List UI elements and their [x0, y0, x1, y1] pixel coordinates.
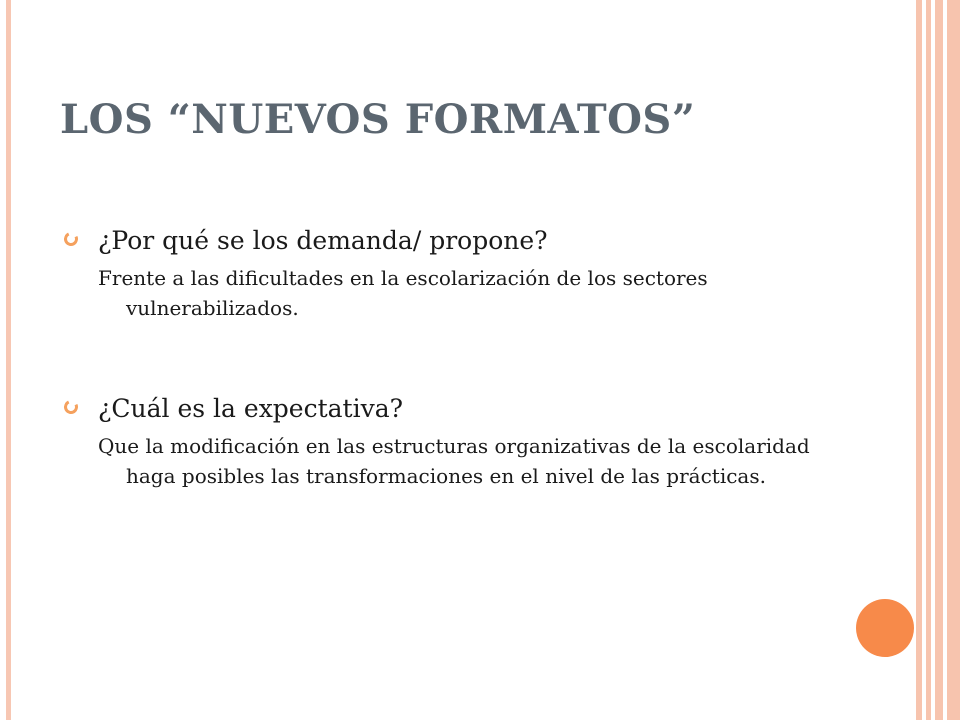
bullet-heading-row [64, 225, 824, 257]
right-stripe-decoration [926, 0, 931, 720]
bullet-heading: ¿Por qué se los demanda/ propone? [98, 226, 548, 255]
bullet-heading: ¿Cuál es la expectativa? [98, 394, 404, 423]
ring-bullet-icon [62, 398, 80, 416]
bullet-heading-row [64, 393, 824, 425]
left-border-decoration [6, 0, 11, 720]
ring-bullet-icon [62, 230, 80, 248]
orange-circle-decoration [856, 599, 914, 657]
bullet-item [64, 393, 824, 491]
right-stripe-decoration [935, 0, 943, 720]
right-stripe-decoration [916, 0, 922, 720]
slide-title: LOS “NUEVOS FORMATOS” [60, 96, 696, 143]
bullet-subtext: Que la modificación en las estructuras organizativas de la escolaridad haga posibles las transformaciones en el nivel de las prácticas. [98, 434, 810, 488]
right-stripe-decoration [947, 0, 960, 720]
bullet-item [64, 225, 824, 323]
bullet-subtext: Frente a las dificultades en la escolarización de los sectores vulnerabilizados. [98, 266, 708, 320]
